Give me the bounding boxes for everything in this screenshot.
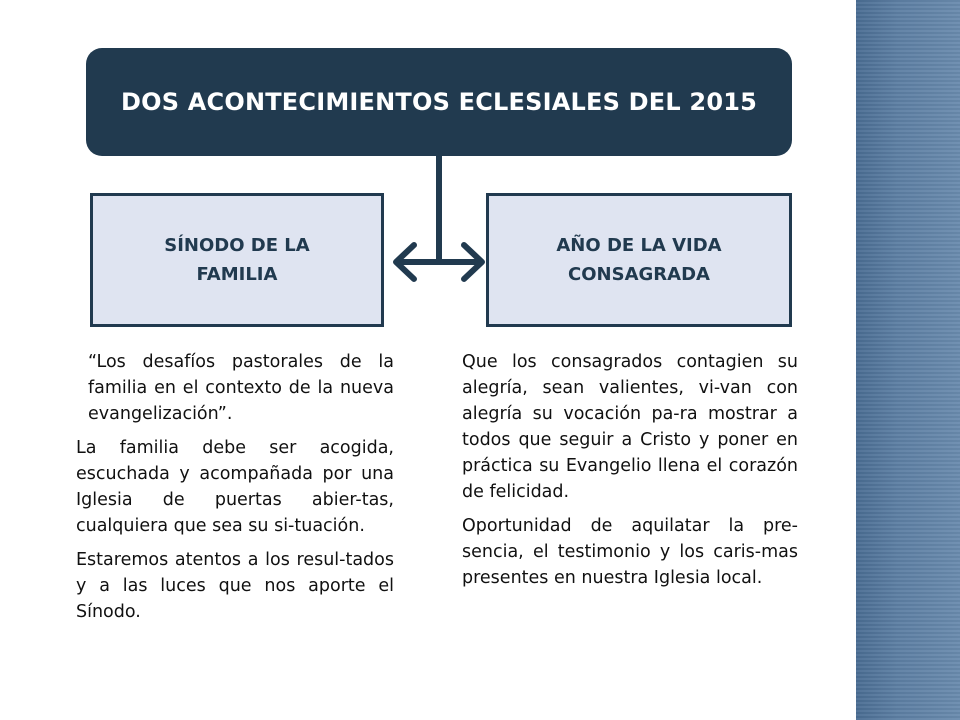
right-text-column xyxy=(462,349,798,599)
left-arrowhead-icon xyxy=(396,245,414,279)
synod-quote: “Los desafíos pastorales de la familia en el contexto de la nueva evangelización”. xyxy=(88,352,394,424)
decorative-sidebar xyxy=(856,0,960,720)
left-text-column xyxy=(76,349,394,633)
consecrated-life-box xyxy=(486,193,792,327)
consecrated-paragraph-1: Que los consagrados contagien su alegría, sean valientes, vi-van con alegría su vocación pa-ra mostrar a todos que seguir a Cristo y poner en práctica su Evangelio llena el corazón de felicidad. xyxy=(462,352,798,502)
synod-box-line1: SÍNODO DE LA xyxy=(164,235,310,256)
diagram-title: DOS ACONTECIMIENTOS ECLESIALES DEL 2015 xyxy=(120,88,758,116)
synod-paragraph-3: Estaremos atentos a los resul-tados y a las luces que nos aporte el Sínodo. xyxy=(76,550,394,622)
diagram-title-box xyxy=(86,48,792,156)
synod-paragraph-2: La familia debe ser acogida, escuchada y acompañada por una Iglesia de puertas abier-tas, cualquiera que sea su si-tuación. xyxy=(76,438,394,536)
synod-family-box xyxy=(90,193,384,327)
consecrated-box-line2: CONSAGRADA xyxy=(568,264,710,285)
consecrated-paragraph-2: Oportunidad de aquilatar la pre-sencia, el testimonio y los caris-mas presentes en nuestra Iglesia local. xyxy=(462,516,798,588)
synod-box-line2: FAMILIA xyxy=(196,264,278,285)
consecrated-box-line1: AÑO DE LA VIDA xyxy=(556,235,722,256)
right-arrowhead-icon xyxy=(464,245,482,279)
